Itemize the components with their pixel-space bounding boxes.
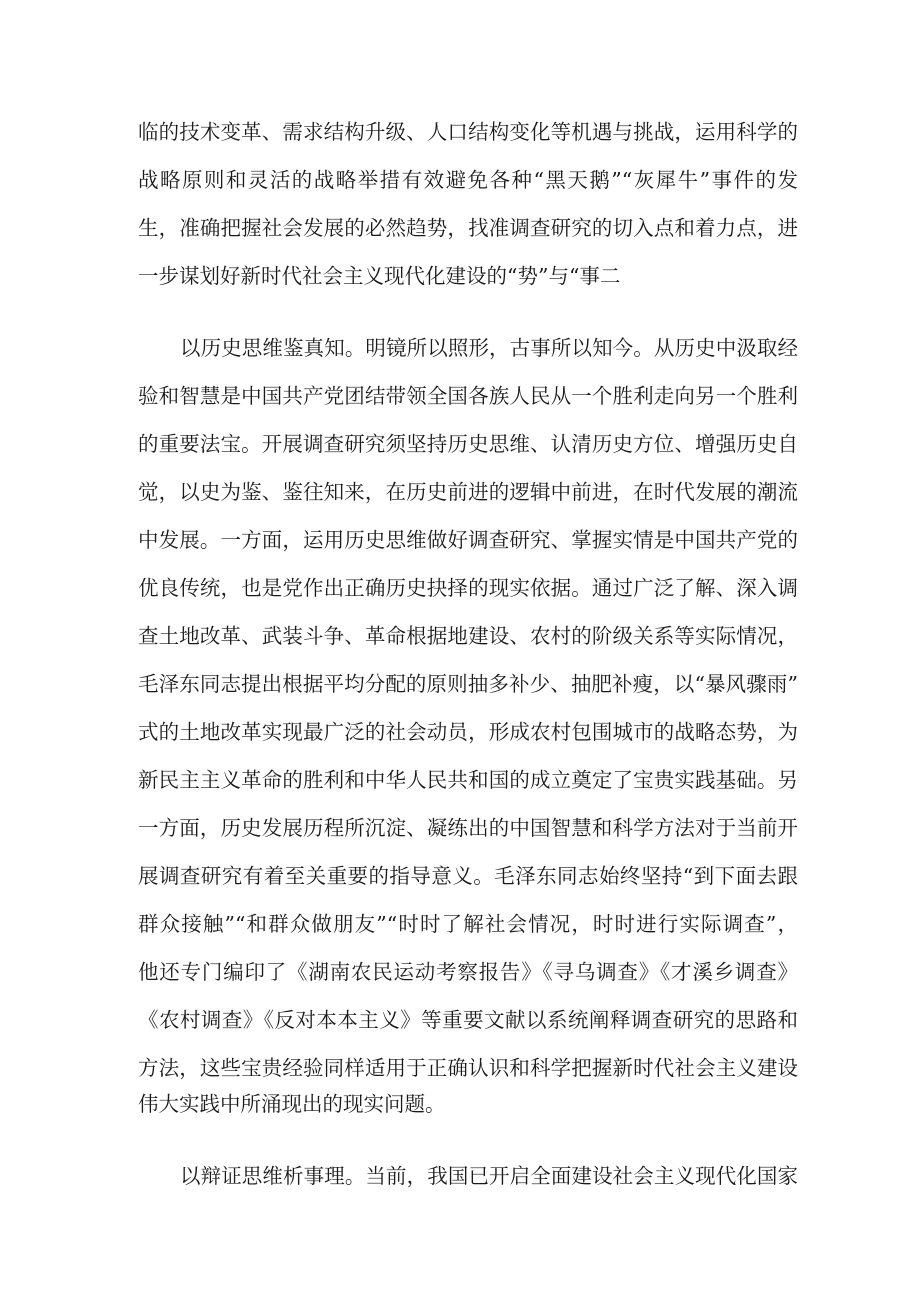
text-line: 的重要法宝。开展调查研究须坚持历史思维、认清历史方位、增强历史自 xyxy=(138,432,798,456)
text-line: 战略原则和灵活的战略举措有效避免各种“黑天鹅”“灰犀牛”事件的发 xyxy=(138,168,798,192)
text-line: 生，准确把握社会发展的必然趋势，找准调查研究的切入点和着力点，进 xyxy=(138,216,798,240)
text-line: 《农村调查》《反对本本主义》等重要文献以系统阐释调查研究的思路和 xyxy=(138,1008,798,1032)
text-line: 以历史思维鉴真知。明镜所以照形，古事所以知今。从历史中汲取经 xyxy=(180,336,798,360)
text-line: 验和智慧是中国共产党团结带领全国各族人民从一个胜利走向另一个胜利 xyxy=(138,384,798,408)
text-line: 优良传统，也是党作出正确历史抉择的现实依据。通过广泛了解、深入调 xyxy=(138,576,798,600)
text-line: 中发展。一方面，运用历史思维做好调查研究、掌握实情是中国共产党的 xyxy=(138,528,798,552)
text-line: 他还专门编印了《湖南农民运动考察报告》《寻乌调查》《才溪乡调查》 xyxy=(138,960,798,984)
text-line: 一步谋划好新时代社会主义现代化建设的“势”与“事二 xyxy=(138,264,621,288)
text-line: 以辩证思维析事理。当前，我国已开启全面建设社会主义现代化国家 xyxy=(180,1164,798,1188)
text-line: 临的技术变革、需求结构升级、人口结构变化等机遇与挑战，运用科学的 xyxy=(138,120,798,144)
text-line: 查土地改革、武装斗争、革命根据地建设、农村的阶级关系等实际情况， xyxy=(138,624,798,648)
text-line: 一方面，历史发展历程所沉淀、凝练出的中国智慧和科学方法对于当前开 xyxy=(138,816,798,840)
text-line: 展调查研究有着至关重要的指导意义。毛泽东同志始终坚持“到下面去跟 xyxy=(138,864,798,888)
text-line: 新民主主义革命的胜利和中华人民共和国的成立奠定了宝贵实践基础。另 xyxy=(138,768,798,792)
text-line: 式的土地改革实现最广泛的社会动员，形成农村包围城市的战略态势，为 xyxy=(138,720,798,744)
text-line: 群众接触”“和群众做朋友”“时时了解社会情况，时时进行实际调查”， xyxy=(138,912,798,936)
text-line: 毛泽东同志提出根据平均分配的原则抽多补少、抽肥补瘦，以“暴风骤雨” xyxy=(138,672,798,696)
text-line: 觉，以史为鉴、鉴往知来，在历史前进的逻辑中前进，在时代发展的潮流 xyxy=(138,480,798,504)
text-line: 伟大实践中所涌现出的现实问题。 xyxy=(138,1092,446,1116)
text-line: 方法，这些宝贵经验同样适用于正确认识和科学把握新时代社会主义建设 xyxy=(138,1056,798,1080)
